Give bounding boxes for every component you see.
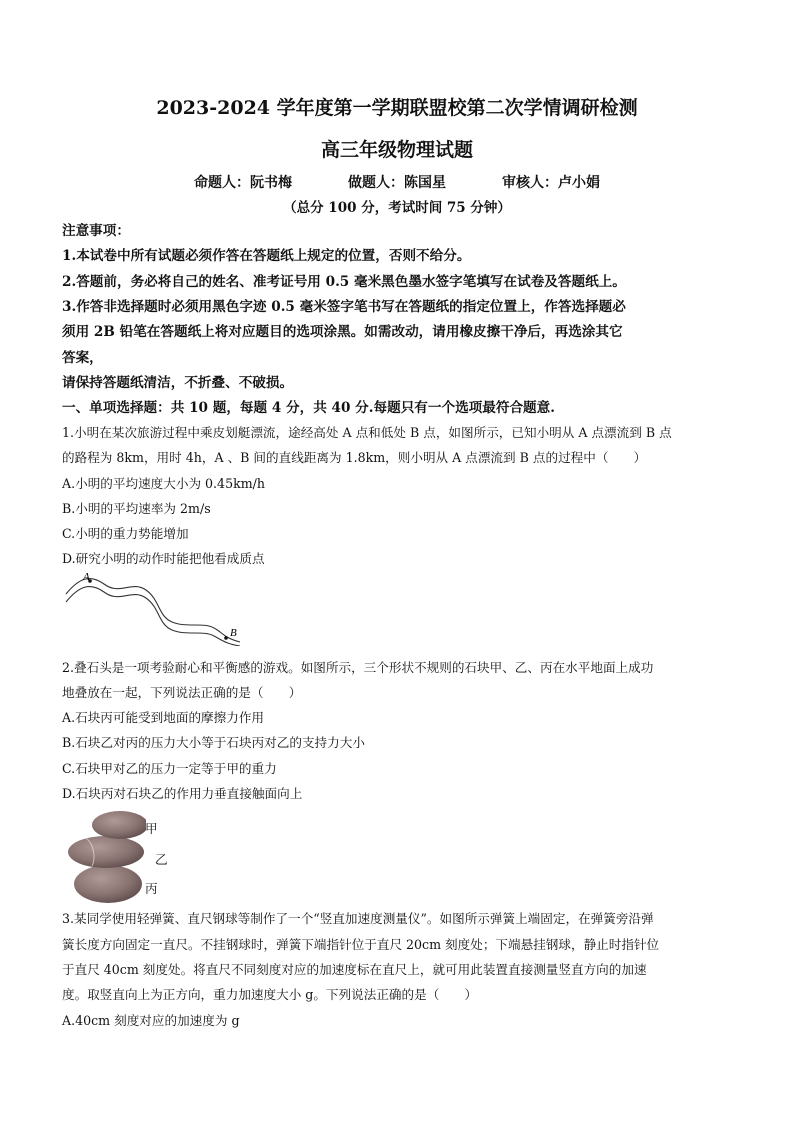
point-a-label: A [83,571,90,583]
author-proposer: 命题人：阮书梅 [194,175,292,191]
stone-middle [68,836,144,868]
notice-4: 请保持答题纸清洁，不折叠、不破损。 [62,375,294,391]
q2-option-b: B.石块乙对丙的压力大小等于石块丙对乙的支持力大小 [62,735,365,750]
q1-stem-a: 1.小明在某次旅游过程中乘皮划艇漂流，途经高处 A 点和低处 B 点，如图所示，已知小明从 A 点漂流到 B 点 [62,425,672,440]
exam-title: 2023-2024 学年度第一学期联盟校第二次学情调研检测 [156,97,638,119]
stone-label-bottom: 丙 [145,881,158,896]
stone-label-middle: 乙 [155,852,168,867]
q3-option-a: A.40cm 刻度对应的加速度为 g [62,1013,240,1028]
author-maker: 做题人：陈国星 [348,175,446,191]
notice-2: 2.答题前，务必将自己的姓名、准考证号用 0.5 毫米黑色墨水签字笔填写在试卷及答题纸上。 [62,274,626,290]
notice-3c: 答案， [62,350,103,366]
q1-option-a: A.小明的平均速度大小为 0.45km/h [62,476,266,491]
exam-subtitle: 高三年级物理试题 [320,139,473,161]
score-info: （总分 100 分，考试时间 75 分钟） [283,200,511,216]
q3-stem-d: 度。取竖直向上为正方向，重力加速度大小 g。下列说法正确的是（ ） [62,987,478,1002]
river-bank-lower [66,587,240,646]
notice-3b: 须用 2B 铅笔在答题纸上将对应题目的选项涂黑。如需改动，请用橡皮擦干净后，再选涂其它 [62,324,623,340]
point-b-label: B [230,627,237,639]
q2-option-a: A.石块丙可能受到地面的摩擦力作用 [62,710,265,725]
notice-heading: 注意事项： [62,223,130,239]
notice-3a: 3.作答非选择题时必须用黑色字迹 0.5 毫米签字笔书写在答题纸的指定位置上，作答选择题必 [62,299,626,315]
q1-option-d: D.研究小明的动作时能把他看成质点 [62,551,265,566]
author-reviewer: 审核人：卢小娟 [502,175,600,191]
q2-option-d: D.石块丙对石块乙的作用力垂直接触面向上 [62,786,303,801]
q1-stem-b: 的路程为 8km，用时 4h，A 、B 间的直线距离为 1.8km，则小明从 A 点漂流到 B 点的过程中（ ） [62,450,647,465]
q2-option-c: C.石块甲对乙的压力一定等于甲的重力 [62,761,277,776]
author-line [0,174,794,192]
stone-top [92,811,146,839]
notice-1: 1.本试卷中所有试题必须作答在答题纸上规定的位置，否则不给分。 [62,248,471,264]
river-bank-upper [66,579,240,642]
stone-label-top: 甲 [145,821,158,836]
stone-bottom [74,865,142,903]
q3-stem-b: 簧长度方向固定一直尺。不挂钢球时，弹簧下端指针位于直尺 20cm 刻度处；下端悬挂钢球，静止时指针位 [62,937,660,952]
q3-stem-a: 3.某同学使用轻弹簧、直尺钢球等制作了一个“竖直加速度测量仪”。如图所示弹簧上端固定，在弹簧旁沿弹 [62,911,654,926]
q1-option-c: C.小明的重力势能增加 [62,526,189,541]
stacked-stones-figure [66,808,146,904]
river-figure [64,568,254,646]
point-b-dot [224,636,228,640]
q2-stem-b: 地叠放在一起，下列说法正确的是（ ） [62,685,302,700]
q2-stem-a: 2.叠石头是一项考验耐心和平衡感的游戏。如图所示，三个形状不规则的石块甲、乙、丙在水平地面上成功 [62,660,654,675]
q1-option-b: B.小明的平均速率为 2m/s [62,501,211,516]
section-heading: 一、单项选择题：共 10 题，每题 4 分，共 40 分.每题只有一个选项最符合题意. [62,400,555,416]
q3-stem-c: 于直尺 40cm 刻度处。将直尺不同刻度对应的加速度标在直尺上，就可用此装置直接测量竖直方向的加速 [62,962,647,977]
